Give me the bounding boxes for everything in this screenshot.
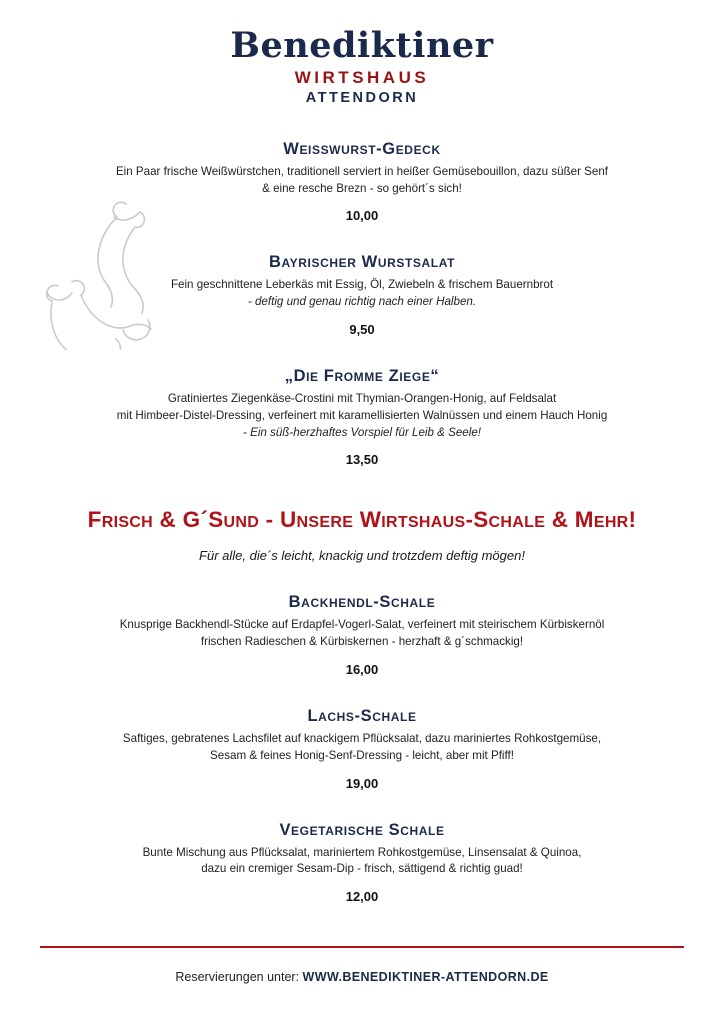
menu-item bbox=[56, 367, 668, 467]
menu-item-description-line: Saftiges, gebratenes Lachsfilet auf knackigem Pflücksalat, dazu mariniertes Rohkostgemüse, bbox=[122, 731, 602, 745]
menu-item-description-line: Sesam & feines Honig-Senf-Dressing - leicht, aber mit Pfiff! bbox=[210, 748, 514, 762]
menu-item-description-line: - Ein süß-herzhaftes Vorspiel für Leib & Seele! bbox=[243, 425, 481, 439]
brand-subtitle: WIRTSHAUS bbox=[294, 67, 430, 87]
section-heading bbox=[56, 507, 668, 563]
menu-item-description bbox=[56, 391, 668, 441]
menu-item-description-line: Fein geschnittene Leberkäs mit Essig, Öl, Zwiebeln & frischem Bauernbrot bbox=[170, 278, 554, 292]
menu-item-title: Lachs-Schale bbox=[307, 706, 417, 725]
menu-item-price: 13,50 bbox=[345, 452, 379, 468]
menu-item bbox=[56, 253, 668, 337]
menu-item-title: Vegetarische Schale bbox=[279, 820, 445, 839]
menu-item-description bbox=[56, 845, 668, 879]
footer-label: Reservierungen unter: bbox=[175, 970, 300, 984]
menu-item-price: 9,50 bbox=[349, 321, 375, 337]
menu-item-title: Backhendl-Schale bbox=[288, 593, 436, 612]
footer-divider bbox=[40, 946, 684, 948]
menu-item-description-line: & eine resche Brezn - so gehört´s sich! bbox=[262, 181, 462, 195]
menu-item-description bbox=[56, 164, 668, 198]
menu-item bbox=[56, 140, 668, 224]
menu-item-description-line: Bunte Mischung aus Pflücksalat, mariniertem Rohkostgemüse, Linsensalat & Quinoa, bbox=[142, 845, 582, 859]
menu-item-description-line: Gratiniertes Ziegenkäse-Crostini mit Thymian-Orangen-Honig, auf Feldsalat bbox=[167, 391, 557, 405]
page-footer bbox=[0, 946, 724, 1024]
section-subtitle: Für alle, die´s leicht, knackig und trotzdem deftig mögen! bbox=[199, 548, 525, 564]
menu-item-description bbox=[56, 617, 668, 651]
section-title: Frisch & G´Sund - Unsere Wirtshaus-Schale & Mehr! bbox=[87, 507, 637, 533]
brand-name: Benediktiner bbox=[230, 25, 494, 66]
menu-item-description-line: frischen Radieschen & Kürbiskernen - herzhaft & g´schmackig! bbox=[200, 635, 524, 649]
menu-item bbox=[56, 593, 668, 677]
menu-item-description-line: Knusprige Backhendl-Stücke auf Erdapfel-Vogerl-Salat, verfeinert mit steirischem Kürbiskernöl bbox=[119, 618, 605, 632]
menu-item-description bbox=[56, 731, 668, 765]
menu-item-description bbox=[56, 277, 668, 311]
menu-item bbox=[56, 821, 668, 905]
menu-item-price: 19,00 bbox=[345, 775, 379, 791]
menu-item-description-line: mit Himbeer-Distel-Dressing, verfeinert mit karamellisierten Walnüssen und einem Hauch Honig bbox=[116, 408, 608, 422]
footer-reservation bbox=[0, 970, 724, 984]
menu-item-price: 16,00 bbox=[345, 661, 379, 677]
footer-website-link[interactable]: WWW.BENEDIKTINER-ATTENDORN.DE bbox=[302, 970, 549, 984]
brand-location: ATTENDORN bbox=[305, 89, 419, 106]
menu-item-description-line: Ein Paar frische Weißwürstchen, traditionell serviert in heißer Gemüsebouillon, dazu süßer Senf bbox=[115, 164, 609, 178]
menu-item-price: 10,00 bbox=[345, 208, 379, 224]
menu-item-title: Bayrischer Wurstsalat bbox=[268, 253, 456, 272]
menu-item-price: 12,00 bbox=[345, 889, 379, 905]
menu-item-title: Weisswurst-Gedeck bbox=[283, 139, 441, 158]
menu-item-description-line: - deftig und genau richtig nach einer Halben. bbox=[247, 295, 477, 309]
menu-item bbox=[56, 707, 668, 791]
menu-item-title: „Die Fromme Ziege“ bbox=[284, 366, 440, 385]
menu-item-description-line: dazu ein cremiger Sesam-Dip - frisch, sättigend & richtig guad! bbox=[201, 862, 523, 876]
menu-content bbox=[0, 140, 724, 904]
brand-logo bbox=[0, 0, 724, 106]
